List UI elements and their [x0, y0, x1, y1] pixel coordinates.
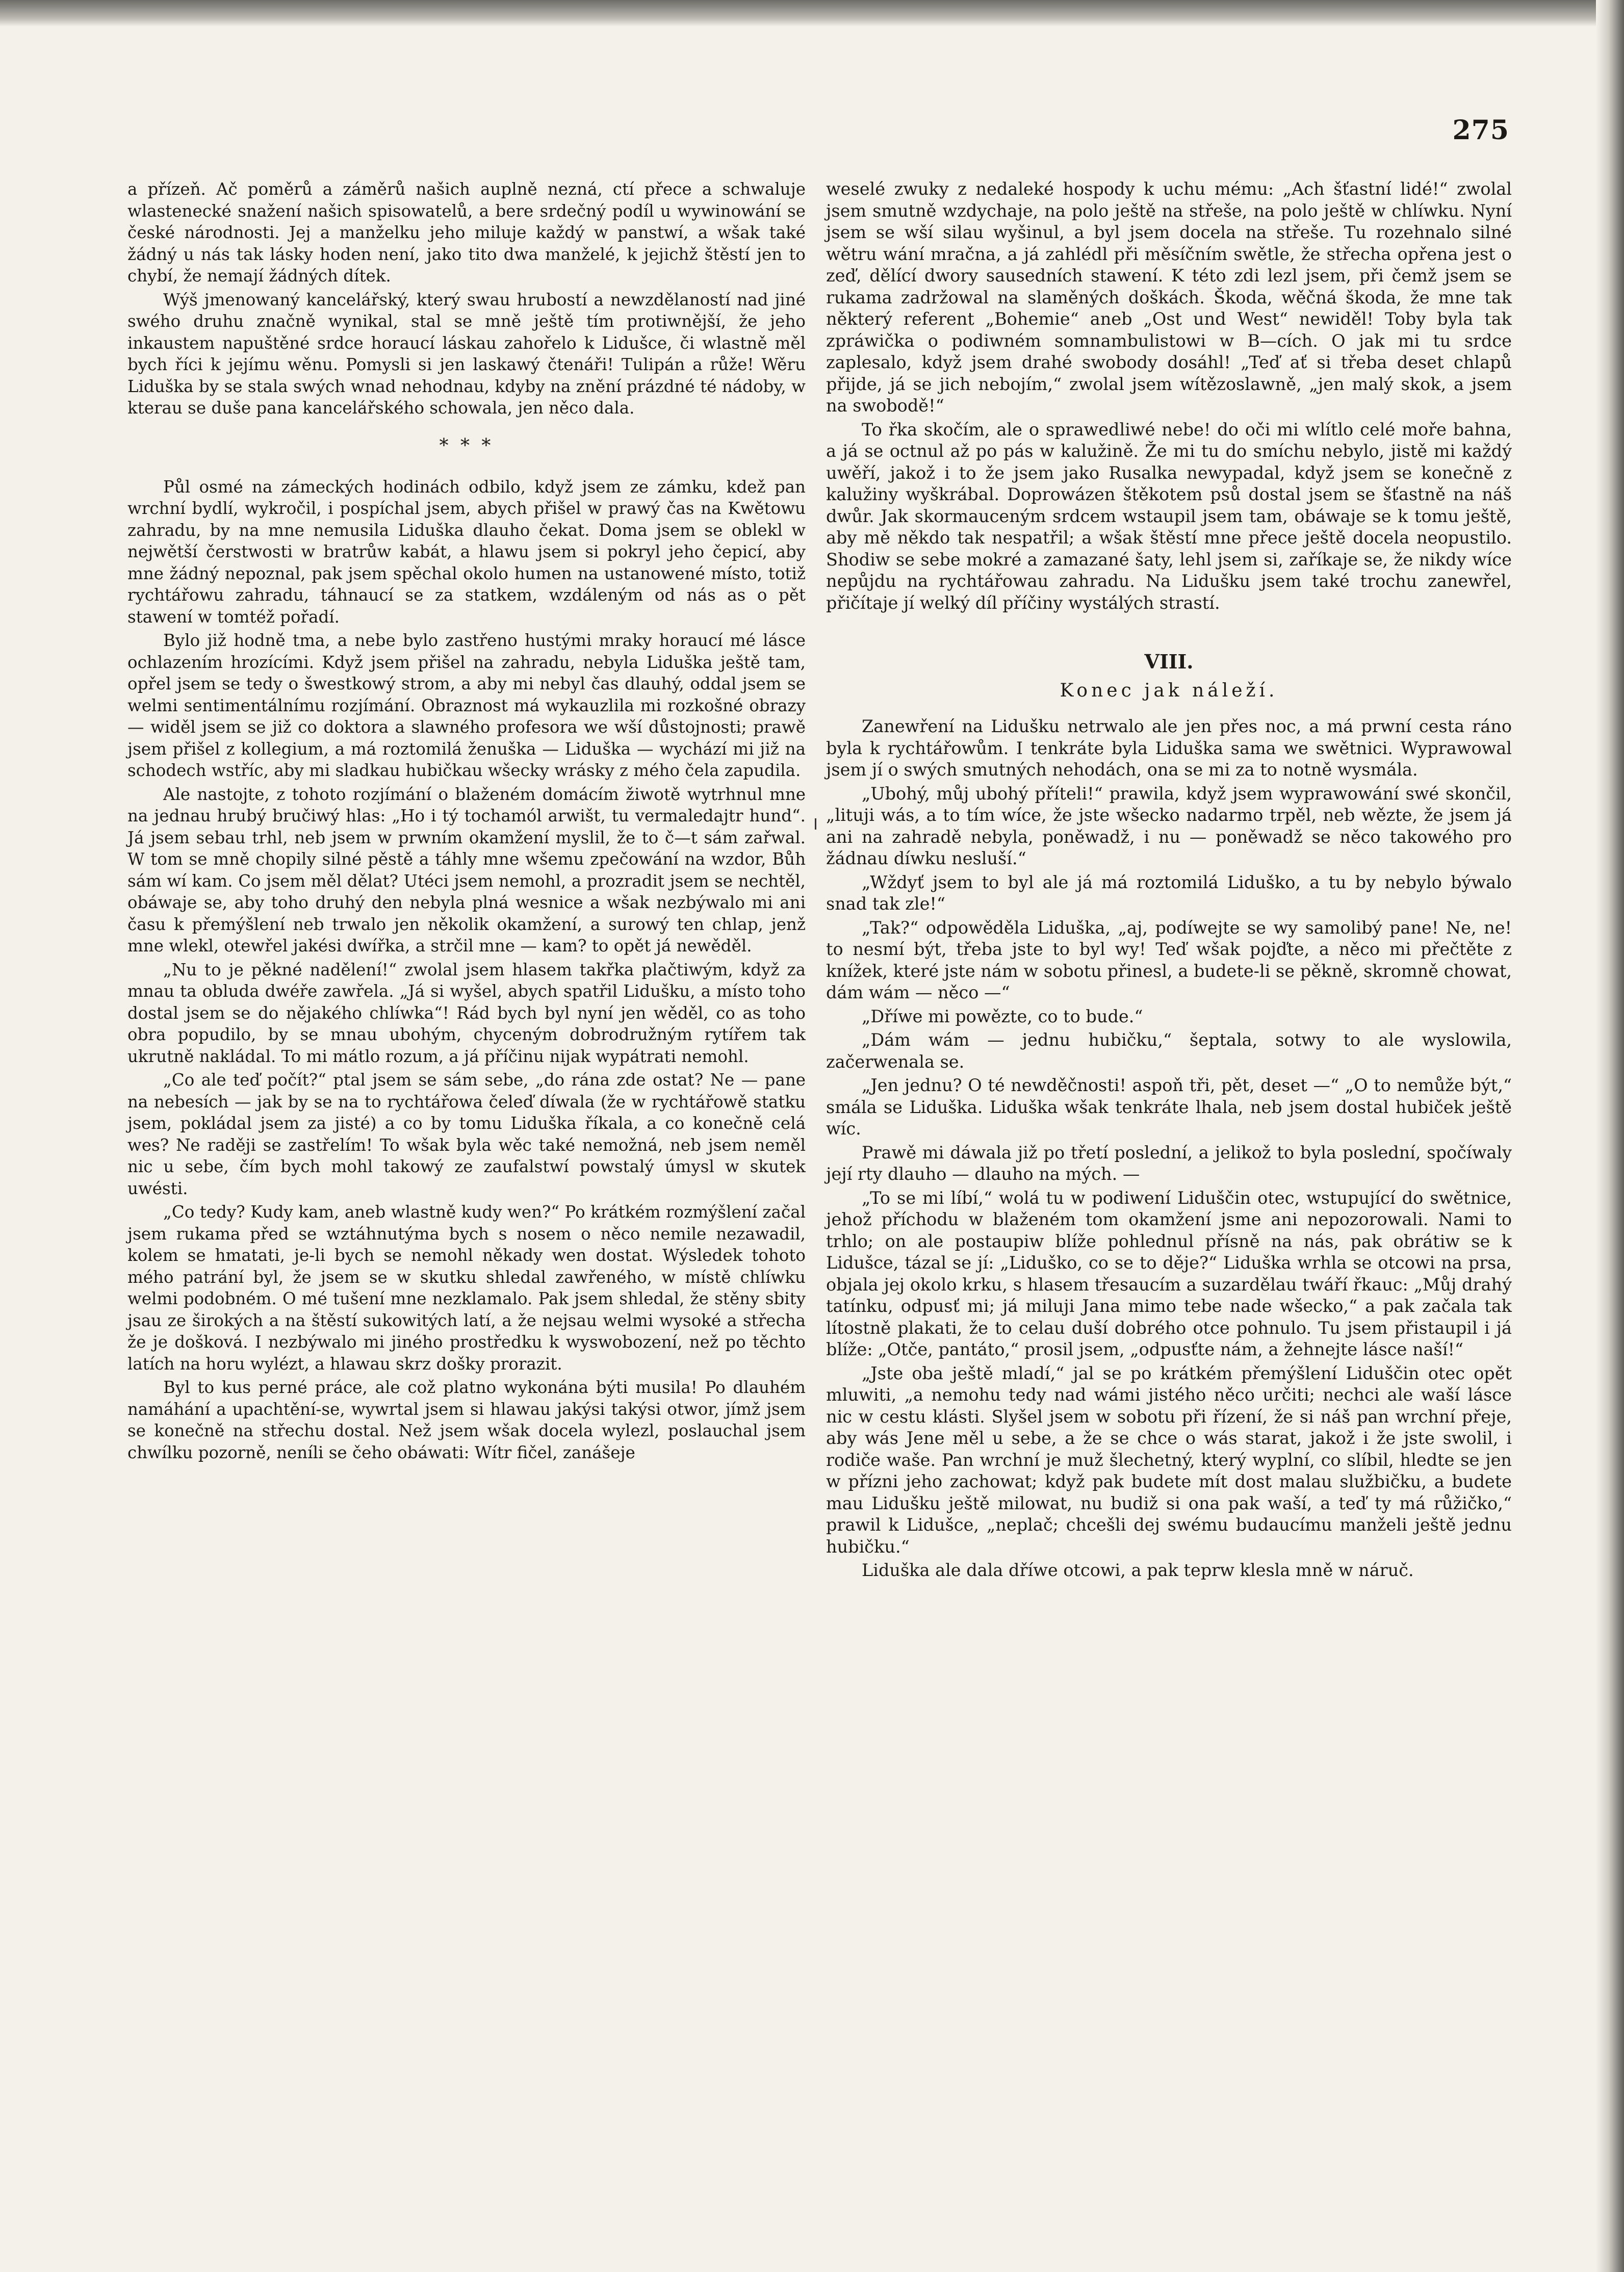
chapter-number: VIII.	[1144, 650, 1194, 673]
section-asterism: * * *	[439, 435, 494, 456]
left-column	[127, 178, 806, 1465]
paragraph: „Jen jednu? O té newděčnosti! aspoň tři, pět, deset —“ „O to nemůže být,“ smála se Liduška. Liduška wšak tenkráte lhala, neb jsem dostal hubiček ještě wíc.	[826, 1075, 1512, 1139]
paragraph: Liduška ale dala dříwe otcowi, a pak teprw klesla mně w náruč.	[862, 1560, 1414, 1580]
paragraph: „Co tedy? Kudy kam, aneb wlastně kudy wen?“ Po krátkém rozmýšlení začal jsem rukama před se wztáhnutýma bych s nosem o něco nemile nezawadil, kolem se hmatati, je-li bych se nemohl někady wen dostat. Wýsledek tohoto mého patrání byl, že jsem se w skutku shledal zawřeného, w místě chlíwku welmi podobném. O mé tušení mne nezklamalo. Pak jsem shledal, že stěny sbity jsau ze širokých a na štěstí sukowitých latí, a že nejsau welmi wysoké a střecha že je došková. I nezbýwalo mi jiného prostředku k wyswobození, než po těchto latích na horu wylézt, a hlawau skrz došky prorazit.	[127, 1202, 806, 1374]
paragraph: Půl osmé na zámeckých hodinách odbilo, když jsem ze zámku, kdež pan wrchní bydlí, wykročil, i pospíchal jsem, abych přišel w prawý čas na Kwětowu zahradu, by na mne nemusila Liduška dlauho čekat. Doma jsem se oblekl w nejwětší čerstwosti w bratrůw kabát, a hlawu jsem si pokryl jeho čepicí, aby mne žádný nepoznal, pak jsem spěchal okolo humen na ustanowené místo, totiž rychtářowu zahradu, táhnaucí se za statkem, wzdáleným od nás as o pět stawení w tomtéž pořadí.	[127, 477, 806, 627]
paragraph: „Co ale teď počít?“ ptal jsem se sám sebe, „do rána zde ostat? Ne — pane na nebesích — jak by se na to rychtářowa čeleď díwala (že w rychtářowě statku jsem, pokládal jsem za jisté) a co by tomu Liduška říkala, a co konečně celá wes? Ne raději se zastřelím! To wšak byla wěc také nemožná, neb jsem neměl nic u sebe, čím bych mohl takowý ze zaufalstwí powstalý úmysl w skutek uwésti.	[127, 1070, 806, 1198]
paragraph: Wýš jmenowaný kancelářský, který swau hrubostí a newzdělaností nad jiné swého druhu značně wynikal, stal se mně ještě tím protiwnější, že jeho inkaustem napuštěné srdce horaucí láskau zahořelo k Lidušce, či wlastně měl bych říci k jejímu wěnu. Pomysli si jen laskawý čtenáři! Tulipán a růže! Wěru Liduška by se stala swých wnad nehodnau, kdyby na znění prázdné té nádoby, w kterau se duše pana kancelářského schowala, jen něco dala.	[127, 290, 806, 418]
column-divider-mark	[815, 818, 816, 830]
scan-right-border	[1596, 0, 1624, 2272]
paragraph: To řka skočím, ale o sprawedliwé nebe! do oči mi wlítlo celé moře bahna, a já se octnul až po pás w kalužině. Že mi tu do smíchu nebylo, jistě mi každý uwěří, jakož i to že jsem jako Rusalka newypadal, když jsem se konečně z kalužiny wyškrábal. Doprowázen štěkotem psů dostal jsem se šťastně na náš dwůr. Jak skormauceným srdcem wstaupil jsem tam, obáwaje se k tomu ještě, aby mě někdo tak nespatřil; a wšak štěstí mne přece ještě docela neopustilo. Shodiw se sebe mokré a zamazané šaty, lehl jsem si, zaříkaje se, že nikdy wíce nepůjdu na rychtářowau zahradu. Na Lidušku jsem také trochu zanewřel, přičítaje jí welký díl příčiny wystálých strastí.	[826, 419, 1512, 613]
paragraph: Prawě mi dáwala již po třetí poslední, a jelikož to byla poslední, spočíwaly její rty dlauho — dlauho na mých. —	[826, 1142, 1512, 1184]
paragraph: „Wždyť jsem to byl ale já má roztomilá Liduško, a tu by nebylo býwalo snad tak zle!“	[826, 872, 1512, 914]
paragraph: Byl to kus perné práce, ale což platno wykonána býti musila! Po dlauhém namáhání a upachtění-se, wywrtal jsem si hlawau jakýsi takýsi otwor, jímž jsem se konečně na střechu dostal. Než jsem wšak docela wylezl, poslauchal jsem chwílku pozorně, neníli se čeho obáwati: Wítr fičel, zanášeje	[127, 1378, 806, 1462]
right-column	[826, 178, 1512, 1584]
paragraph: weselé zwuky z nedaleké hospody k uchu mému: „Ach šťastní lidé!“ zwolal jsem smutně wzdychaje, na polo ještě na střeše, na polo ještě w chlíwku. Nyní jsem se wší silau wyšinul, a byl jsem docela na střeše. Tu rozehnalo silné wětru wání mračna, a já zahlédl při měsíčním swětle, že střecha opřena jest o zeď, dělící dwory sausedních stawení. K této zdi lezl jsem, při čemž jsem se rukama zadržowal na slaměných doškách. Škoda, wěčná škoda, že mne tak některý referent „Bohemie“ aneb „Ost und West“ newiděl! Toby byla tak zpráwička o podiwném somnambulistowi w B—cích. O jak mi tu srdce zaplesalo, když jsem drahé swobody dosáhl! „Teď ať si třeba deset chlapů přijde, já se jich nebojím,“ zwolal jsem wítězoslawně, „jen malý skok, a jsem na swobodě!“	[826, 179, 1512, 416]
page-number: 275	[1452, 115, 1509, 146]
paragraph: Zanewření na Lidušku netrwalo ale jen přes noc, a má prwní cesta ráno byla k rychtářowům. I tenkráte byla Liduška sama we swětnici. Wyprawowal jsem jí o swých smutných nehodách, ona se mi za to notně wysmála.	[826, 716, 1512, 780]
paragraph: „Jste oba ještě mladí,“ jal se po krátkém přemýšlení Liduščin otec opět mluwiti, „a nemohu tedy nad wámi jistého něco určiti; nechci ale waší lásce nic w cestu klásti. Slyšel jsem w sobotu při řízení, že si náš pan wrchní přeje, aby wás Jene měl u sebe, a že se chce o wás starat, jakož i že jste swolil, i rodiče waše. Pan wrchní je muž šlechetný, který wyplní, co slíbil, hledte se jen w přízni jeho zachowat; když pak budete mít dost malau službičku, a budete mau Lidušku ještě milowat, nu budiž si ona pak waší, a teď ty má růžičko,“ prawil k Lidušce, „neplač; chcešli dej swému budaucímu manželi ještě jednu hubičku.“	[826, 1363, 1512, 1557]
paragraph: „Nu to je pěkné nadělení!“ zwolal jsem hlasem takřka plačtiwým, když za mnau ta obluda dwéře zawřela. „Já si wyšel, abych spatřil Lidušku, a místo toho dostal jsem se do nějakého chlíwka“! Rád bych byl nyní jen wěděl, co as toho obra popudilo, by se mnau ubohým, chyceným dobrodružným rytířem tak ukrutně nakládal. To mi mátlo rozum, a já příčinu nijak wypátrati nemohl.	[127, 960, 806, 1066]
paragraph: „Ubohý, můj ubohý příteli!“ prawila, když jsem wyprawowání swé skončil, „lituji wás, a to tím wíce, že jste wšecko nadarmo trpěl, neb wězte, že jsem já ani na zahradě nebyla, poněwadž, i nu — poněwadž se něco takowého pro žádnau díwku nesluší.“	[826, 783, 1512, 868]
paragraph: „To se mi líbí,“ wolá tu w podiwení Liduščin otec, wstupující do swětnice, jehož příchodu w blaženém tom okamžení jsme ani nepozorowali. Nami to trhlo; on ale postaupiw blíže pohlednul přísně na nás, pak obrátiw se k Lidušce, tázal se jí: „Liduško, co se to děje?“ Liduška wrhla se otcowi na prsa, objala jej okolo krku, s hlasem třesaucím a suzardělau twáří řkauc: „Můj drahý tatínku, odpusť mi; já miluji Jana mimo tebe nade wšecko,“ a pak začala tak lítostně plakati, že to celau duší dobrého otce pohnulo. Tu jsem přistaupil i já blíže: „Otče, pantáto,“ prosil jsem, „odpusťte nám, a žehnejte lásce naší!“	[826, 1187, 1512, 1359]
paragraph: „Tak?“ odpowěděla Liduška, „aj, podíwejte se wy samolibý pane! Ne, ne! to nesmí být, třeba jste to byl wy! Teď wšak pojďte, a něco mi přečtěte z knížek, které jste nám w sobotu přinesl, a budete-li se pěkně, skromně chowat, dám wám — něco —“	[826, 917, 1512, 1002]
paragraph: „Dříwe mi powězte, co to bude.“	[862, 1006, 1143, 1026]
chapter-title: Konec jak náleží.	[1060, 680, 1278, 701]
paragraph: Ale nastojte, z tohoto rozjímání o blaženém domácím žiwotě wytrhnul mne na jednau hrubý bručiwý hlas: „Ho i tý tochamól arwišt, tu vermaledajtr hund“. Já jsem sebau trhl, neb jsem w prwním okamžení myslil, že to č—t sám zařwal. W tom se mně chopily silné pěstě a táhly mne wšemu zpečowání na wzdor, Bůh sám wí kam. Co jsem měl dělat? Utéci jsem nemohl, a prozradit jsem se nechtěl, obáwaje se, aby toho druhý den nebyla plná wesnice a wšak nezbýwalo mi ani času k přemýšlení neb trwalo jen několik okamžení, a surowý ten chlap, jenž mne wlekl, otewřel jakési dwířka, a strčil mne — kam? to opět já newěděl.	[127, 784, 806, 956]
scan-top-border	[0, 0, 1624, 27]
paragraph: a přízeň. Ač poměrů a záměrů našich auplně nezná, ctí přece a schwaluje wlastenecké snažení našich spisowatelů, a bere srdečný podíl u wywinowání se české národnosti. Jej a manželku jeho miluje každý w panstwí, a wšak také žádný u nás tak lásky hoden není, jako tito dwa manželé, k jejichž štěstí jen to chybí, že nemají žádných dítek.	[127, 179, 806, 286]
paragraph: „Dám wám — jednu hubičku,“ šeptala, sotwy to ale wyslowila, začerwenala se.	[826, 1030, 1512, 1072]
paragraph: Bylo již hodně tma, a nebe bylo zastřeno hustými mraky horaucí mé lásce ochlazením hrozícími. Když jsem přišel na zahradu, nebyla Liduška ještě tam, opřel jsem se tedy o šwestkowý strom, a aby mi nebyl čas dlauhý, oddal jsem se welmi sentimentálnímu rozjímání. Obraznost má wykauzlila mi rozkošné obrazy — widěl jsem se již co doktora a slawného profesora we wší důstojnosti; prawě jsem přišel z kollegium, a má roztomilá ženuška — Liduška — wychází mi již na schodech wstříc, aby mi sladkau hubičkau wšecky wrásky z mého čela zapudila.	[127, 631, 806, 780]
